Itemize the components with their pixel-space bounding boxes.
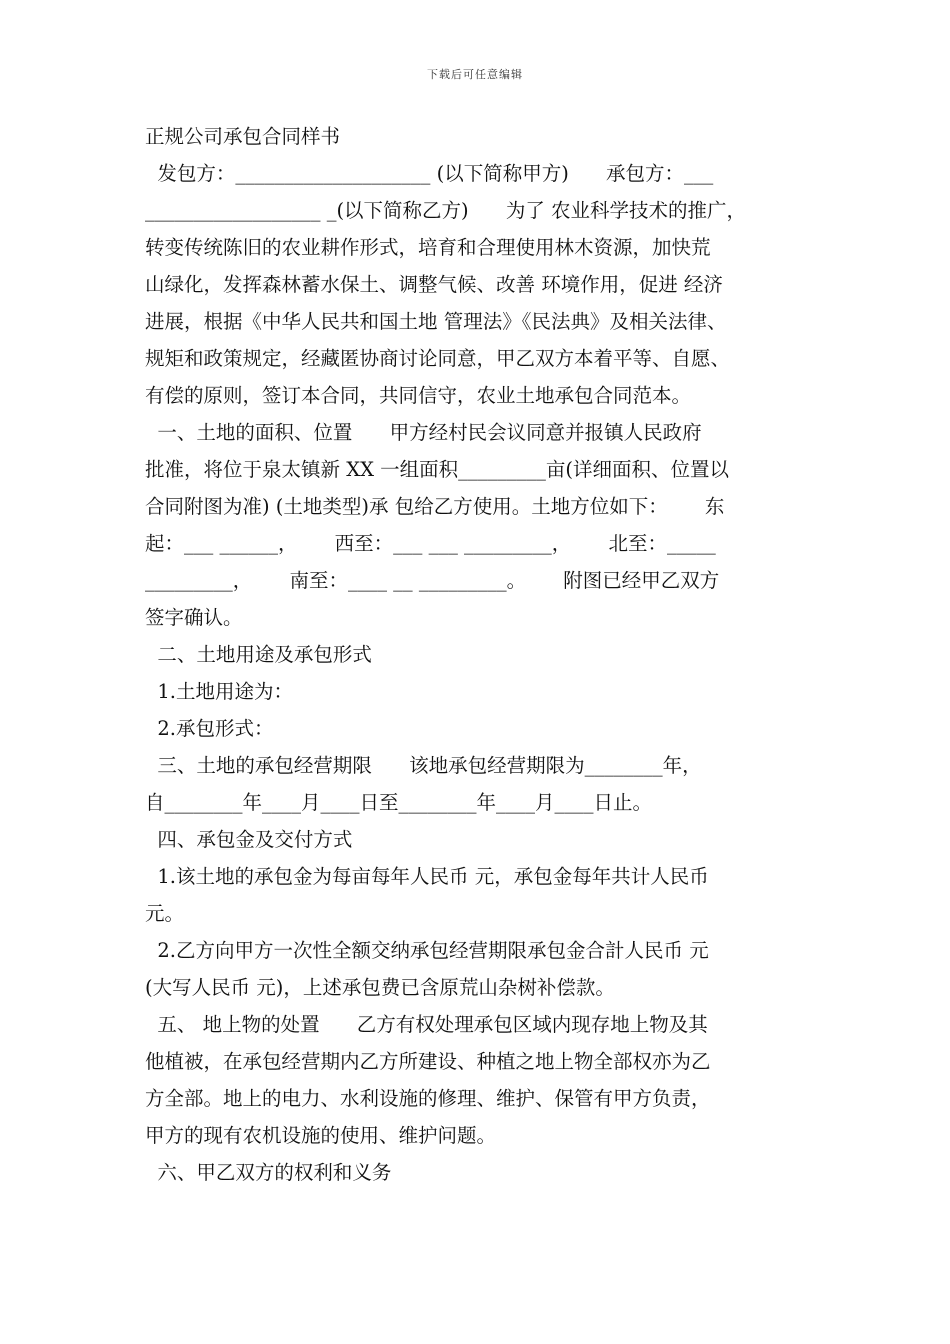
text-line: 三、土地的承包经营期限 该地承包经营期限为________年，: [145, 754, 702, 777]
text-line: 他植被，在承包经营期内乙方所建设、种植之地上物全部权亦为乙: [145, 1050, 711, 1073]
text-line: 山绿化，发挥森林蓄水保土、调整气候、改善 环境作用，促进 经济: [145, 273, 723, 296]
text-line: 元。: [145, 902, 185, 925]
text-line: 规矩和政策规定，经藏匿协商讨论同意，甲乙双方本着平等、自愿、: [145, 347, 731, 370]
text-line: 1.土地用途为：: [145, 680, 294, 703]
text-line: 方全部。地上的电力、水利设施的修理、维护、保管有甲方负责，: [145, 1087, 711, 1110]
text-line: 甲方的现有农机设施的使用、维护问题。: [145, 1124, 497, 1147]
text-line: 进展，根据《中华人民共和国土地 管理法》《民法典》及相关法律、: [145, 310, 727, 333]
text-line: 有偿的原则，签订本合同，共同信守，农业土地承包合同范本。: [145, 384, 692, 407]
text-line: 六、甲乙双方的权利和义务: [145, 1161, 392, 1184]
text-line: 转变传统陈旧的农业耕作形式，培育和合理使用林木资源，加快荒: [145, 236, 711, 259]
text-line: 二、土地用途及承包形式: [145, 643, 372, 666]
text-line: 2.乙方向甲方一次性全额交纳承包经营期限承包金合計人民币 元: [145, 939, 709, 962]
text-line: 起：___ ______， 西至：___ ___ _________， 北至：_____: [145, 532, 716, 555]
document-title: 正规公司承包合同样书: [145, 125, 341, 148]
page-header: 下载后可任意编辑: [427, 68, 523, 81]
text-line: 1.该土地的承包金为每亩每年人民币 元，承包金每年共计人民币: [145, 865, 709, 888]
text-line: 2.承包形式：: [145, 717, 274, 740]
text-line: 批准，将位于泉太镇新 XX 一组面积_________亩(详细面积、位置以: [145, 458, 730, 481]
text-line: 合同附图为准) (土地类型)承 包给乙方使用。土地方位如下： 东: [145, 495, 725, 518]
text-line: 签字确认。: [145, 606, 243, 629]
text-line: 四、承包金及交付方式: [145, 828, 353, 851]
text-line: 一、土地的面积、位置 甲方经村民会议同意并报镇人民政府: [145, 421, 702, 444]
document-body: [145, 118, 815, 1191]
text-line: 自________年____月____日至________年____月____日止。: [145, 791, 653, 814]
text-line: 五、 地上物的处置 乙方有权处理承包区域内现存地上物及其: [145, 1013, 708, 1036]
text-line: __________________ _(以下简称乙方) 为了 农业科学技术的推广，: [145, 199, 747, 222]
text-line: 发包方：____________________ (以下简称甲方) 承包方：___: [145, 162, 714, 185]
text-line: _________， 南至：____ __ _________。 附图已经甲乙双方: [145, 569, 720, 592]
text-line: (大写人民币 元)，上述承包费已含原荒山杂树补偿款。: [145, 976, 615, 999]
